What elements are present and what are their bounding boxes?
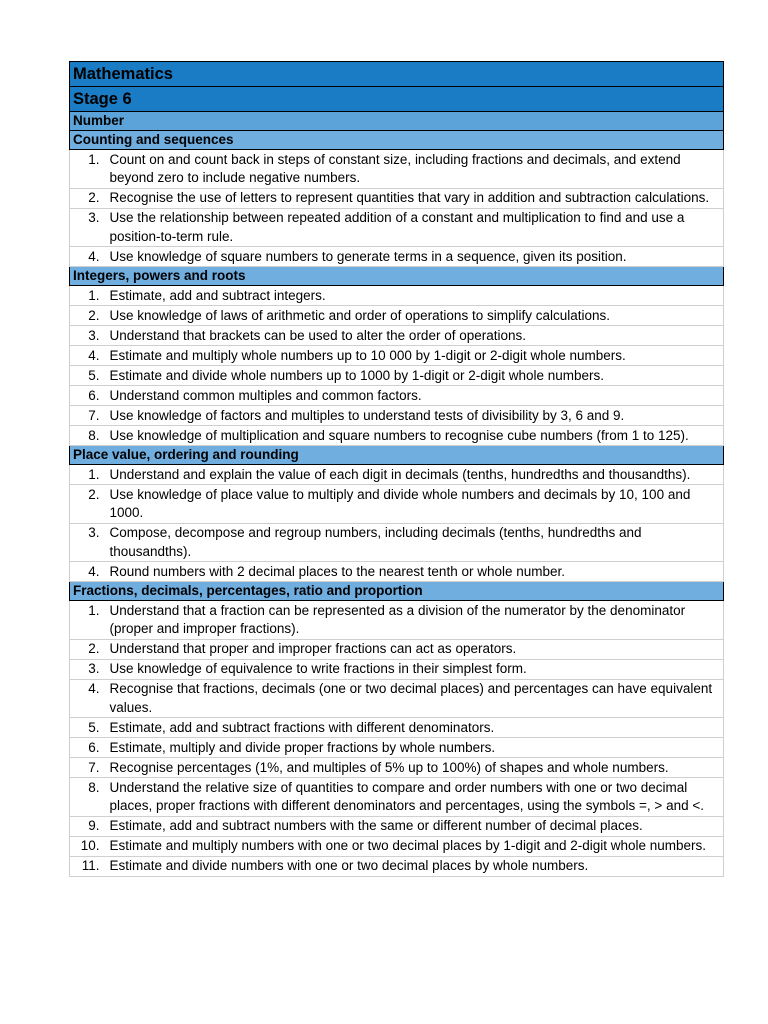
objective-row <box>70 856 724 876</box>
section-header-row <box>70 131 724 150</box>
objective-row <box>70 247 724 267</box>
curriculum-table <box>69 61 724 877</box>
objective-number: 11. <box>70 856 110 876</box>
objective-text: Estimate, add and subtract fractions with different denominators. <box>110 718 724 738</box>
objective-text: Estimate, add and subtract numbers with the same or different number of decimal places. <box>110 816 724 836</box>
objective-number: 3. <box>70 208 110 247</box>
objective-row <box>70 659 724 679</box>
objective-text: Use knowledge of factors and multiples to understand tests of divisibility by 3, 6 and 9. <box>110 406 724 426</box>
objective-number: 2. <box>70 188 110 208</box>
objective-number: 5. <box>70 366 110 386</box>
objective-number: 1. <box>70 286 110 306</box>
stage-row <box>70 87 724 112</box>
objective-number: 3. <box>70 659 110 679</box>
objective-row <box>70 326 724 346</box>
objective-number: 4. <box>70 562 110 582</box>
objective-text: Recognise percentages (1%, and multiples of 5% up to 100%) of shapes and whole numbers. <box>110 758 724 778</box>
stage-title: Stage 6 <box>70 87 724 112</box>
objective-text: Understand that proper and improper fractions can act as operators. <box>110 639 724 659</box>
objective-row <box>70 286 724 306</box>
objective-number: 9. <box>70 816 110 836</box>
objective-text: Compose, decompose and regroup numbers, including decimals (tenths, hundredths and thousandths). <box>110 523 724 562</box>
objective-row <box>70 778 724 817</box>
objective-text: Estimate and divide numbers with one or two decimal places by whole numbers. <box>110 856 724 876</box>
section-header-row <box>70 446 724 465</box>
objective-text: Estimate and divide whole numbers up to 1000 by 1-digit or 2-digit whole numbers. <box>110 366 724 386</box>
objective-row <box>70 718 724 738</box>
objective-number: 1. <box>70 601 110 640</box>
objective-number: 2. <box>70 485 110 524</box>
section-header-row <box>70 267 724 286</box>
subject-title: Mathematics <box>70 62 724 87</box>
objective-text: Count on and count back in steps of constant size, including fractions and decimals, and extend beyond zero to include negative numbers. <box>110 150 724 189</box>
objective-row <box>70 406 724 426</box>
objective-row <box>70 601 724 640</box>
section-title: Fractions, decimals, percentages, ratio and proportion <box>70 582 724 601</box>
section-title: Integers, powers and roots <box>70 267 724 286</box>
objective-row <box>70 386 724 406</box>
section-title: Counting and sequences <box>70 131 724 150</box>
objective-number: 3. <box>70 326 110 346</box>
objective-number: 7. <box>70 758 110 778</box>
objective-row <box>70 485 724 524</box>
objective-text: Use the relationship between repeated addition of a constant and multiplication to find and use a position-to-term rule. <box>110 208 724 247</box>
objective-number: 4. <box>70 247 110 267</box>
objective-number: 3. <box>70 523 110 562</box>
strand-row <box>70 112 724 131</box>
objective-row <box>70 346 724 366</box>
objective-text: Use knowledge of equivalence to write fractions in their simplest form. <box>110 659 724 679</box>
objective-row <box>70 523 724 562</box>
objective-row <box>70 738 724 758</box>
objective-number: 4. <box>70 346 110 366</box>
section-header-row <box>70 582 724 601</box>
objective-number: 6. <box>70 738 110 758</box>
objective-number: 1. <box>70 150 110 189</box>
objective-number: 8. <box>70 778 110 817</box>
strand-title: Number <box>70 112 724 131</box>
section-title: Place value, ordering and rounding <box>70 446 724 465</box>
objective-text: Estimate and multiply whole numbers up to 10 000 by 1-digit or 2-digit whole numbers. <box>110 346 724 366</box>
objective-text: Understand common multiples and common factors. <box>110 386 724 406</box>
objective-text: Round numbers with 2 decimal places to the nearest tenth or whole number. <box>110 562 724 582</box>
objective-text: Estimate and multiply numbers with one or two decimal places by 1-digit and 2-digit whole numbers. <box>110 836 724 856</box>
objective-text: Use knowledge of place value to multiply and divide whole numbers and decimals by 10, 100 and 1000. <box>110 485 724 524</box>
objective-text: Estimate, add and subtract integers. <box>110 286 724 306</box>
objective-row <box>70 465 724 485</box>
objective-row <box>70 426 724 446</box>
objective-row <box>70 639 724 659</box>
objective-row <box>70 306 724 326</box>
subject-row <box>70 62 724 87</box>
objective-number: 5. <box>70 718 110 738</box>
objective-text: Estimate, multiply and divide proper fractions by whole numbers. <box>110 738 724 758</box>
objective-number: 2. <box>70 306 110 326</box>
objective-row <box>70 758 724 778</box>
objective-number: 4. <box>70 679 110 718</box>
objective-text: Recognise that fractions, decimals (one or two decimal places) and percentages can have equivalent values. <box>110 679 724 718</box>
objective-row <box>70 188 724 208</box>
objective-text: Use knowledge of laws of arithmetic and order of operations to simplify calculations. <box>110 306 724 326</box>
objective-text: Use knowledge of square numbers to generate terms in a sequence, given its position. <box>110 247 724 267</box>
objective-row <box>70 150 724 189</box>
objective-text: Understand that a fraction can be represented as a division of the numerator by the denominator (proper and improper fractions). <box>110 601 724 640</box>
objective-number: 6. <box>70 386 110 406</box>
objective-number: 8. <box>70 426 110 446</box>
objective-number: 2. <box>70 639 110 659</box>
objective-row <box>70 836 724 856</box>
objective-number: 1. <box>70 465 110 485</box>
objective-row <box>70 816 724 836</box>
objective-number: 7. <box>70 406 110 426</box>
objective-number: 10. <box>70 836 110 856</box>
objective-row <box>70 679 724 718</box>
objective-row <box>70 366 724 386</box>
objective-text: Understand the relative size of quantities to compare and order numbers with one or two decimal places, proper fractions with different denominators and percentages, using the symbols =, > and <. <box>110 778 724 817</box>
objective-text: Understand that brackets can be used to alter the order of operations. <box>110 326 724 346</box>
objective-row <box>70 562 724 582</box>
objective-row <box>70 208 724 247</box>
objective-text: Recognise the use of letters to represent quantities that vary in addition and subtraction calculations. <box>110 188 724 208</box>
objective-text: Understand and explain the value of each digit in decimals (tenths, hundredths and thousandths). <box>110 465 724 485</box>
objective-text: Use knowledge of multiplication and square numbers to recognise cube numbers (from 1 to 125). <box>110 426 724 446</box>
